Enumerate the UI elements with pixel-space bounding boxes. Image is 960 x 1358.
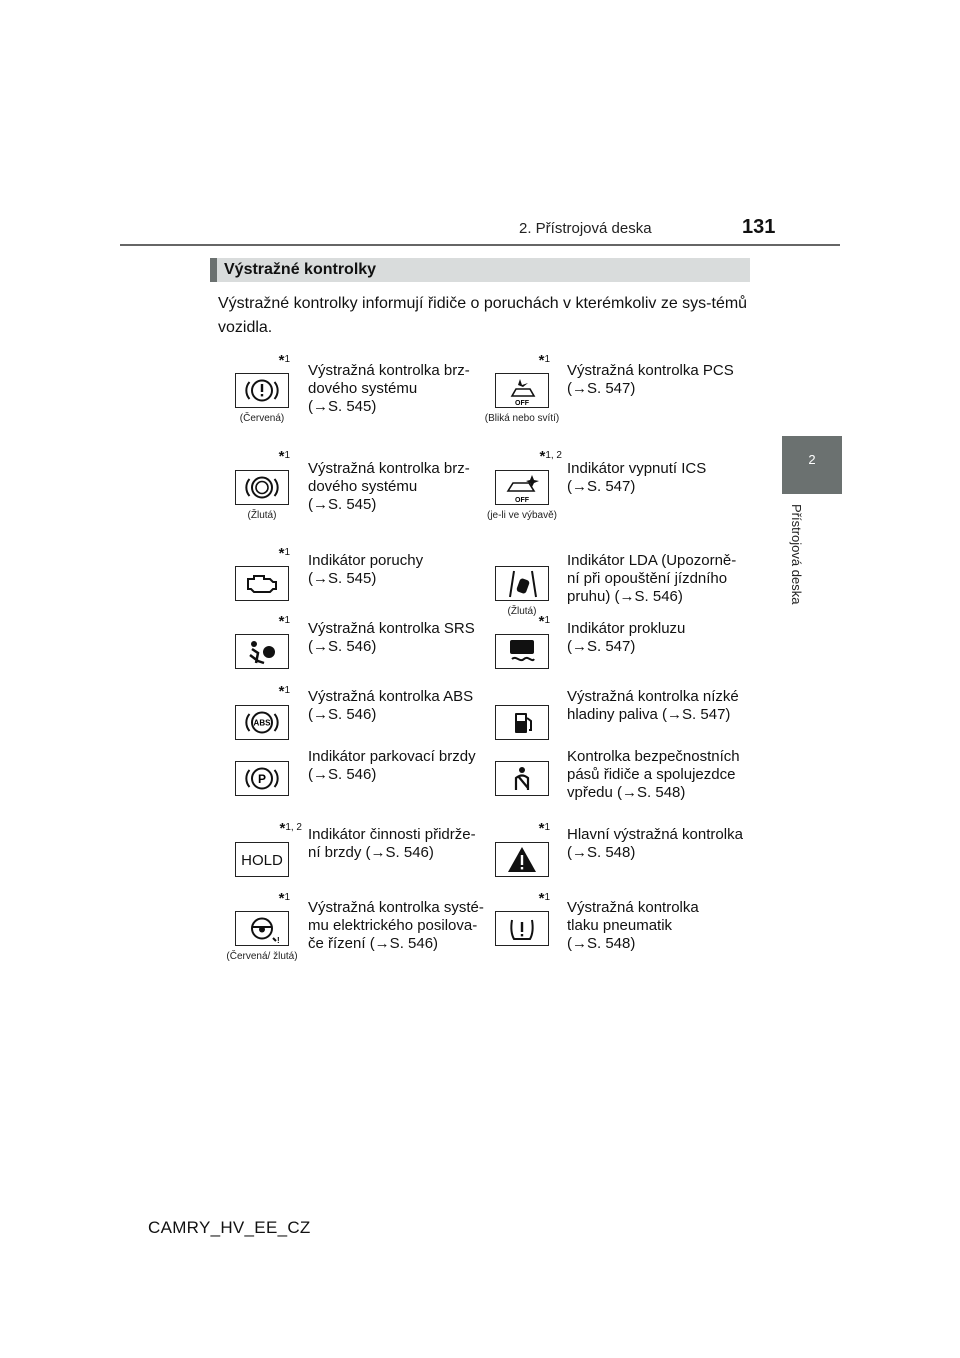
icon-color-note: (Žlutá) xyxy=(507,606,537,617)
warning-light-description xyxy=(567,460,752,496)
svg-text:ABS: ABS xyxy=(253,718,271,728)
description-line: Výstražná kontrolka SRS xyxy=(308,620,475,637)
pcs-warning-icon xyxy=(495,373,549,408)
description-line: Výstražná kontrolka ABS xyxy=(308,688,474,705)
footnote-marker: *$^{1, 2}$ xyxy=(539,448,562,465)
description-line: dového systému xyxy=(308,478,418,495)
chapter-tab-label: Přístrojová deska xyxy=(789,504,804,605)
description-line: Kontrolka bezpečnostních xyxy=(567,748,740,765)
description-line: (→S. 548) xyxy=(567,844,636,861)
svg-text:!: ! xyxy=(277,936,280,945)
description-line: (→S. 547) xyxy=(567,478,636,495)
svg-text:OFF: OFF xyxy=(515,497,529,504)
description-line: Indikátor poruchy xyxy=(308,552,424,569)
icon-color-note: (Červená) xyxy=(239,413,285,424)
footnote-marker: *$^1$ xyxy=(278,683,290,700)
footnote-marker: *$^1$ xyxy=(538,890,550,907)
description-line: Indikátor prokluzu xyxy=(567,620,686,637)
description-line: Výstražná kontrolka xyxy=(567,899,699,916)
power-steering-icon xyxy=(235,911,289,946)
description-line: Indikátor parkovací brzdy xyxy=(308,748,476,765)
footnote-marker: *$^1$ xyxy=(278,613,290,630)
warning-light-description xyxy=(308,362,493,416)
description-line: dového systému xyxy=(308,380,418,397)
warning-light-description xyxy=(567,688,752,724)
header-rule xyxy=(120,244,840,246)
icon-color-note: (Bliká nebo svítí) xyxy=(484,413,560,424)
description-line: tlaku pneumatik xyxy=(567,917,673,934)
warning-light-description xyxy=(567,620,752,656)
ics-off-icon xyxy=(495,470,549,505)
master-warning-icon xyxy=(495,842,549,877)
brake-system-icon xyxy=(235,470,289,505)
warning-light-description xyxy=(567,899,752,953)
footnote-marker: *$^{1, 2}$ xyxy=(279,820,302,837)
description-line: Indikátor vypnutí ICS xyxy=(567,460,707,477)
warning-light-description xyxy=(308,688,493,724)
description-line: (→S. 545) xyxy=(308,570,377,587)
warning-light-description xyxy=(308,460,493,514)
seatbelt-reminder-icon xyxy=(495,761,549,796)
tire-pressure-icon xyxy=(495,911,549,946)
description-line: vpředu (→S. 548) xyxy=(567,784,686,801)
section-heading: Výstražné kontrolky xyxy=(224,261,377,278)
description-line: Indikátor LDA (Upozorně- xyxy=(567,552,737,569)
footnote-marker: *$^1$ xyxy=(278,545,290,562)
description-line: Výstražná kontrolka brz- xyxy=(308,362,470,379)
warning-light-description xyxy=(567,748,752,802)
svg-text:P: P xyxy=(257,772,267,786)
warning-light-description xyxy=(567,362,752,398)
description-line: Výstražná kontrolka nízké xyxy=(567,688,739,705)
warning-light-description xyxy=(308,552,493,588)
description-line: (→S. 548) xyxy=(567,935,636,952)
description-line: (→S. 546) xyxy=(308,706,377,723)
footnote-marker: *$^1$ xyxy=(278,448,290,465)
description-line: Hlavní výstražná kontrolka xyxy=(567,826,743,843)
description-line: (→S. 547) xyxy=(567,380,636,397)
description-line: (→S. 546) xyxy=(308,766,377,783)
header-section-title: 2. Přístrojová deska xyxy=(519,220,652,237)
page-number: 131 xyxy=(742,216,776,238)
svg-text:OFF: OFF xyxy=(515,400,529,407)
description-line: pruhu) (→S. 546) xyxy=(567,588,683,605)
description-line: če řízení (→S. 546) xyxy=(308,935,439,952)
description-line: (→S. 545) xyxy=(308,398,377,415)
warning-light-description xyxy=(308,826,493,862)
document-code: CAMRY_HV_EE_CZ xyxy=(148,1218,311,1237)
parking-brake-icon xyxy=(235,761,289,796)
warning-light-description xyxy=(567,826,752,862)
warning-light-description xyxy=(567,552,752,606)
description-line: ní brzdy (→S. 546) xyxy=(308,844,434,861)
srs-airbag-icon xyxy=(235,634,289,669)
lane-departure-icon xyxy=(495,566,549,601)
icon-color-note: (Červená/ žlutá) xyxy=(226,951,298,962)
svg-text:HOLD: HOLD xyxy=(241,852,283,869)
description-line: (→S. 545) xyxy=(308,496,377,513)
icon-color-note: (je-li ve výbavě) xyxy=(486,510,558,521)
low-fuel-icon xyxy=(495,705,549,740)
footnote-marker: *$^1$ xyxy=(278,890,290,907)
description-line: Výstražná kontrolka PCS xyxy=(567,362,734,379)
footnote-marker: *$^1$ xyxy=(278,352,290,369)
description-line: Indikátor činnosti přidrže- xyxy=(308,826,476,843)
description-line: (→S. 546) xyxy=(308,638,377,655)
description-line: mu elektrického posilova- xyxy=(308,917,478,934)
warning-light-description xyxy=(308,748,493,784)
description-line: Výstražná kontrolka brz- xyxy=(308,460,470,477)
brake-hold-icon xyxy=(235,842,289,877)
description-line: pásů řidiče a spolujezdce xyxy=(567,766,736,783)
slip-indicator-icon xyxy=(495,634,549,669)
description-line: ní při opouštění jízdního xyxy=(567,570,728,587)
warning-light-description xyxy=(308,620,493,656)
abs-warning-icon xyxy=(235,705,289,740)
intro-paragraph: Výstražné kontrolky informují řidiče o poruchách v kterémkoliv ze sys-témů vozidla. xyxy=(218,295,748,336)
footnote-marker: *$^1$ xyxy=(538,613,550,630)
description-line: Výstražná kontrolka systé- xyxy=(308,899,484,916)
footnote-marker: *$^1$ xyxy=(538,352,550,369)
brake-warning-icon xyxy=(235,373,289,408)
section-heading-marker xyxy=(210,258,217,282)
description-line: hladiny paliva (→S. 547) xyxy=(567,706,731,723)
chapter-tab-number: 2 xyxy=(808,452,816,467)
footnote-marker: *$^1$ xyxy=(538,820,550,837)
description-line: (→S. 547) xyxy=(567,638,636,655)
icon-color-note: (Žlutá) xyxy=(247,510,277,521)
engine-malfunction-icon xyxy=(235,566,289,601)
warning-light-description xyxy=(308,899,493,953)
